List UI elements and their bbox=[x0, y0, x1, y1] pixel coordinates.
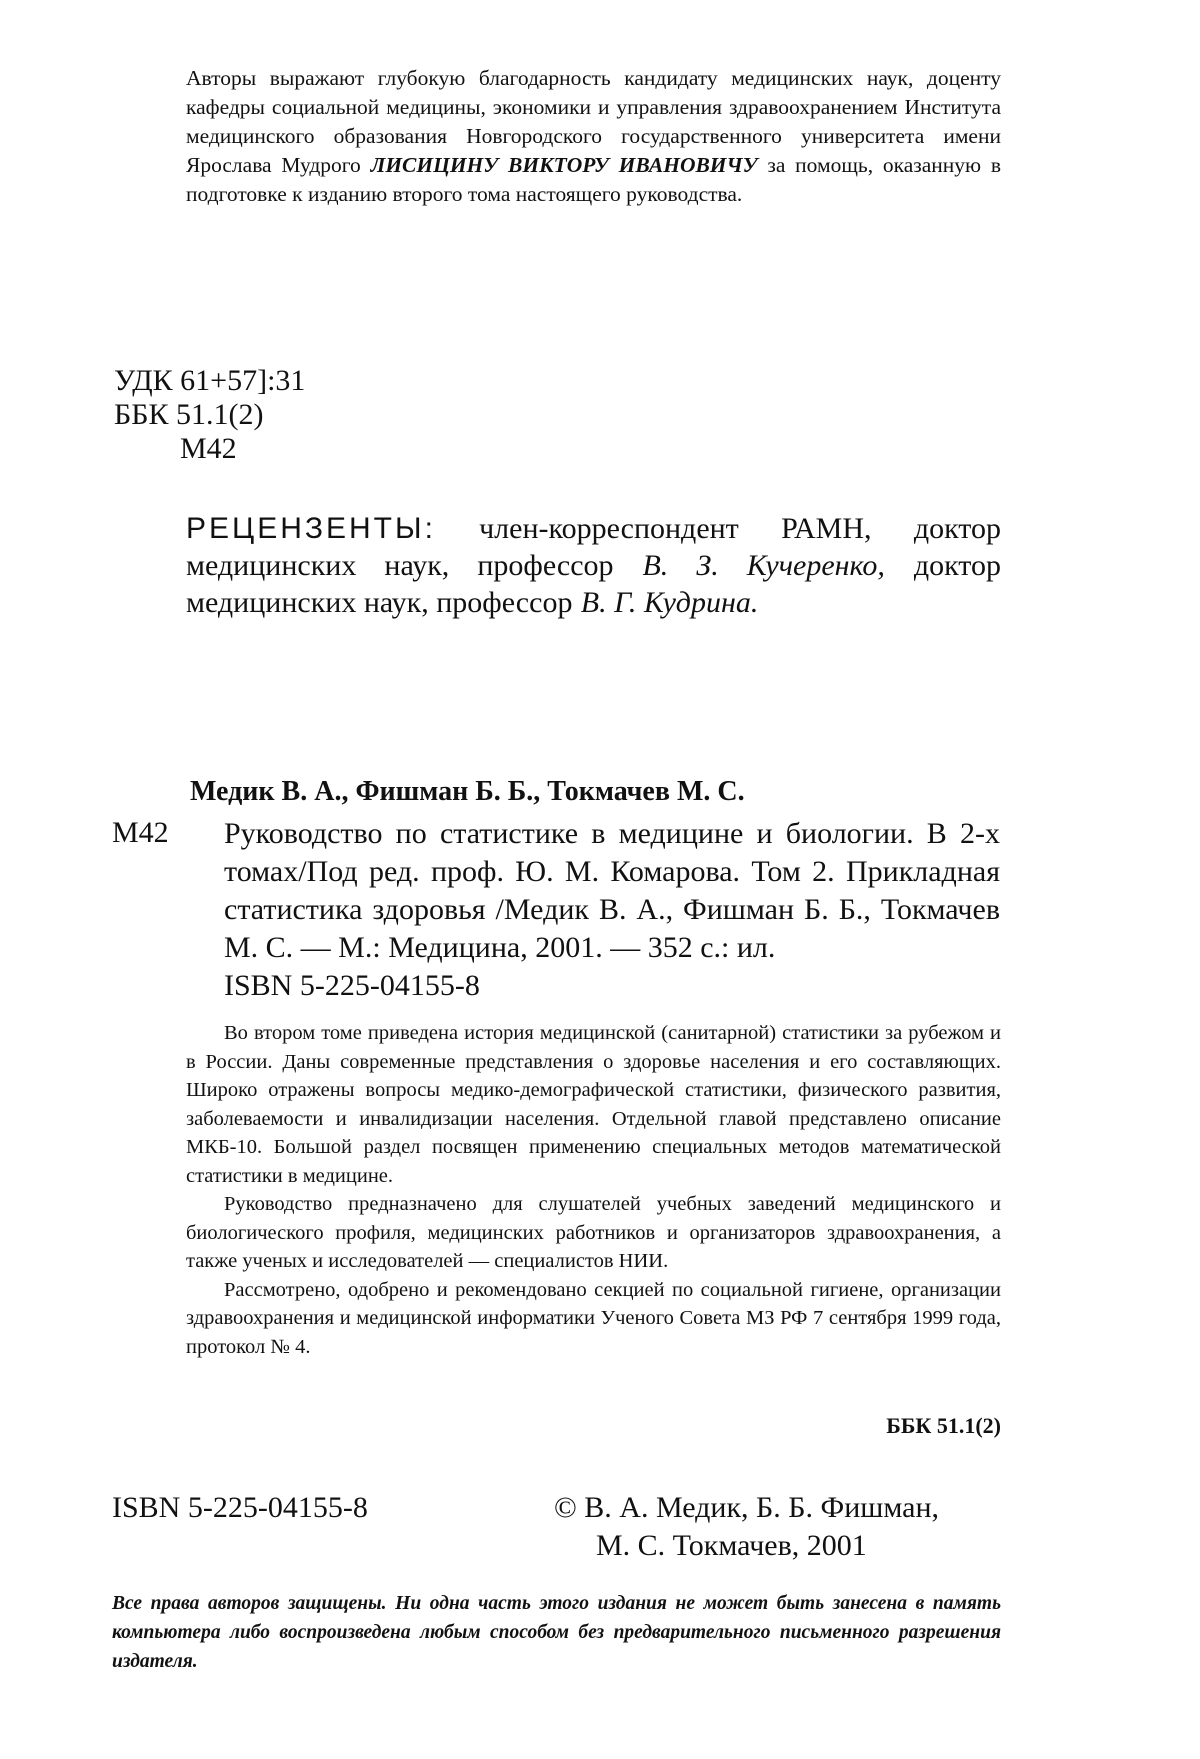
udk-code: УДК 61+57]:31 bbox=[114, 364, 306, 397]
copyright-line-2: М. С. Токмачев, 2001 bbox=[596, 1529, 867, 1562]
footer-isbn: ISBN 5-225-04155-8 bbox=[112, 1491, 368, 1524]
abstract-paragraph-1: Во втором томе приведена история медицинской (санитарной) статистики за рубежом и в России. Даны современные представления о здоровье населения и его составляющих. Широко отражены вопросы медико-демографической статистики, физического развития, заболеваемости и инвалидизации населения. Отдельной главой представлено описание МКБ-10. Большой раздел посвящен применению специальных методов математической статистики в медицине. bbox=[186, 1022, 1001, 1187]
acknowledgement-paragraph bbox=[186, 64, 1001, 209]
reviewers-heading: РЕЦЕНЗЕНТЫ: bbox=[186, 512, 436, 545]
catalog-author-mark: М42 bbox=[112, 816, 169, 849]
copyright-line-1: © В. А. Медик, Б. Б. Фишман, bbox=[554, 1491, 940, 1524]
bbk-footer-code: ББК 51.1(2) bbox=[886, 1413, 1001, 1438]
bbk-code: ББК 51.1(2) bbox=[114, 398, 264, 431]
acknowledgement-text-1: Авторы выражают глубокую благодарность кандидату медицинских наук, доценту кафедры социальной медицины, экономики и управления здравоохранением Института медицинского образования Новгородского государственного университета имени Ярослава Мудрого bbox=[186, 66, 1001, 177]
reviewers-text-2: доктор медицинских наук, профессор bbox=[186, 549, 1002, 619]
catalog-authors: Медик В. А., Фишман Б. Б., Токмачев М. С. bbox=[190, 776, 745, 807]
acknowledgement-text-2: за помощь, оказанную в подготовке к изданию второго тома настоящего руководства. bbox=[186, 153, 1002, 206]
catalog-isbn: ISBN 5-225-04155-8 bbox=[224, 969, 480, 1002]
acknowledgement-name: ЛИСИЦИНУ ВИКТОРУ ИВАНОВИЧУ bbox=[370, 153, 758, 177]
catalog-description-text: Руководство по статистике в медицине и биологии. В 2-х томах/Под ред. проф. Ю. М. Комарова. Том 2. Прикладная статистика здоровья /Медик В. А., Фишман Б. Б., Токмачев М. С. — М.: Медицина, 2001. — 352 с.: ил. bbox=[224, 817, 1000, 964]
catalog-description bbox=[224, 815, 1000, 1005]
abstract-paragraph-3: Рассмотрено, одобрено и рекомендовано секцией по социальной гигиене, организации здравоохранения и медицинской информатики Ученого Совета МЗ РФ 7 сентября 1999 года, протокол № 4. bbox=[186, 1278, 1001, 1358]
abstract-paragraph-2: Руководство предназначено для слушателей учебных заведений медицинского и биологического профиля, медицинских работников и организаторов здравоохранения, а также ученых и исследователей — специалистов НИИ. bbox=[186, 1193, 1001, 1272]
reviewers-block bbox=[186, 510, 1001, 621]
reviewer-name-2: В. Г. Кудрина. bbox=[580, 586, 759, 619]
reviewer-name-1: В. З. Кучеренко, bbox=[642, 549, 885, 582]
reviewers-text-1: член-корреспондент РАМН, доктор медицинских наук, профессор bbox=[186, 512, 1001, 582]
abstract bbox=[186, 1019, 1001, 1361]
rights-notice: Все права авторов защищены. Ни одна часть этого издания не может быть занесена в память компьютера либо воспроизведена любым способом без предварительного письменного разрешения издателя. bbox=[112, 1593, 1001, 1672]
author-mark: М42 bbox=[180, 432, 237, 465]
